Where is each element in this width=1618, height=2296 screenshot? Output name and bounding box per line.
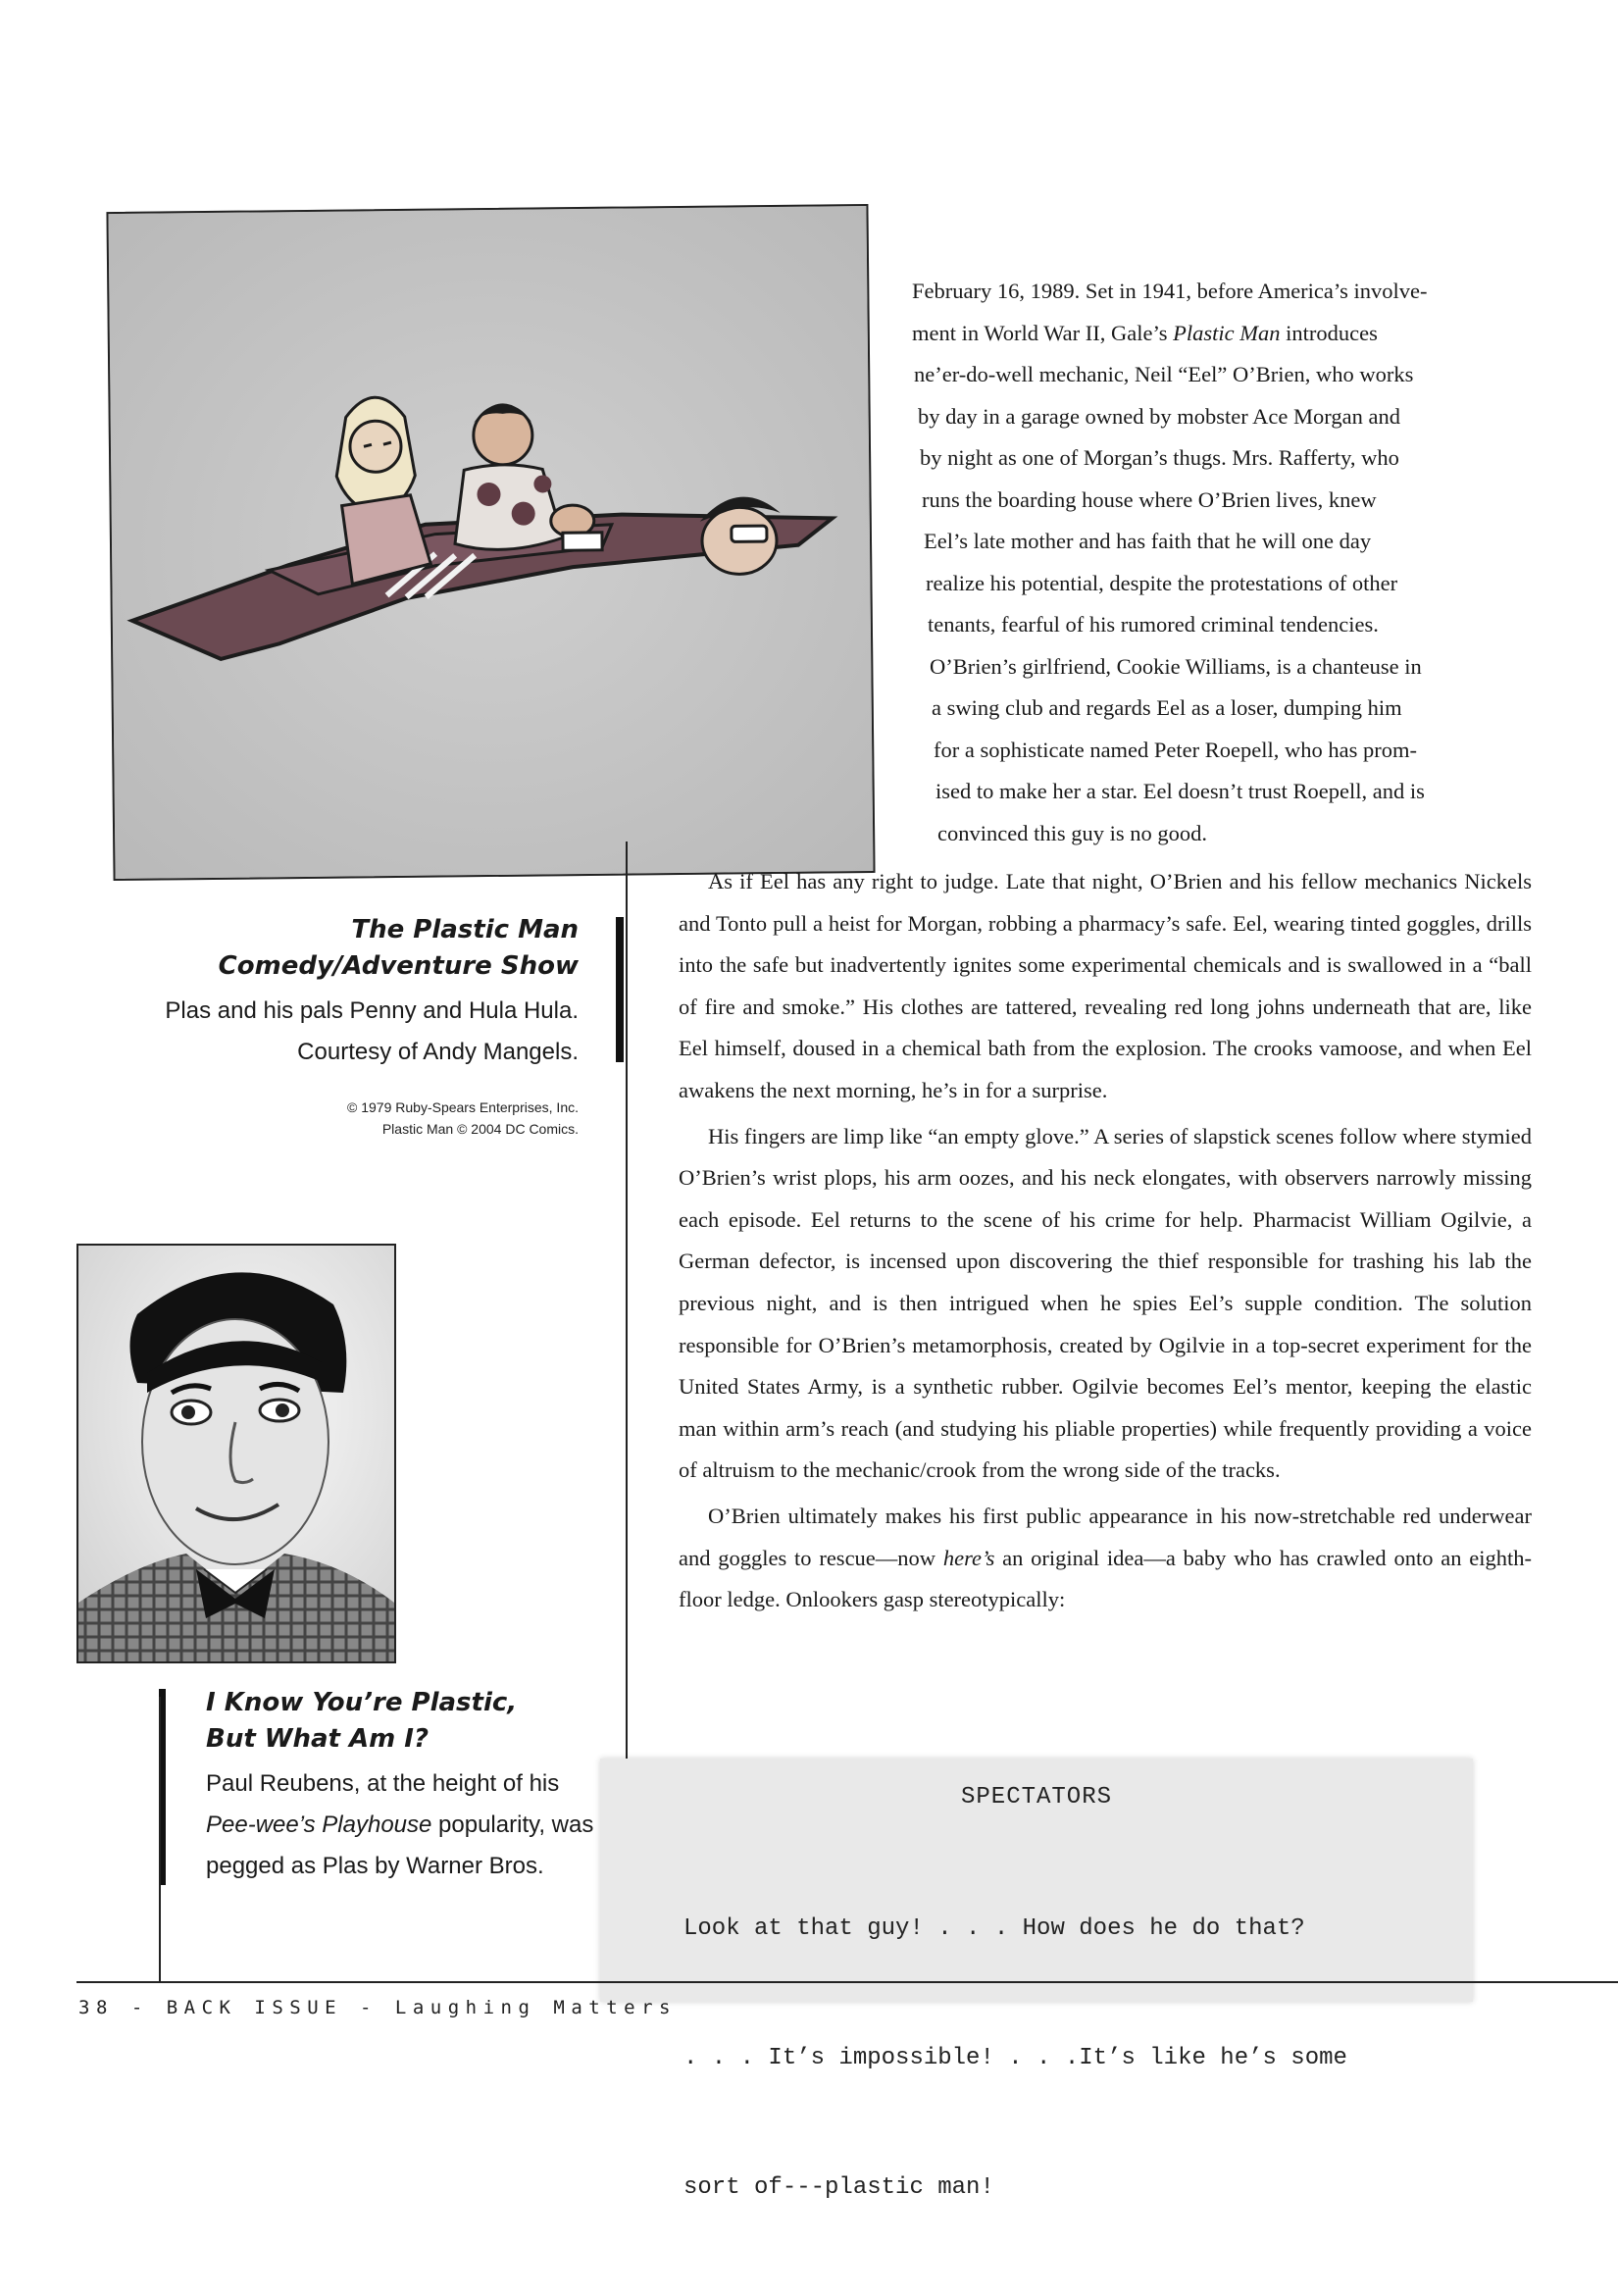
caption2-divider-rule xyxy=(159,1697,161,1981)
paul-reubens-photo xyxy=(76,1244,396,1663)
photo2-caption-body-line2 xyxy=(206,1805,618,1846)
playhouse-title: Pee-wee’s Playhouse xyxy=(206,1811,432,1838)
article-line: O’Brien’s girlfriend, Cookie Williams, is a chanteuse in xyxy=(930,653,1422,679)
caption-accent-bar xyxy=(616,917,624,1062)
article-line: by day in a garage owned by mobster Ace Morgan and xyxy=(918,403,1400,429)
article-paragraph: His fingers are limp like “an empty glove.” A series of slapstick scenes follow where stymied O’Brien’s wrist plops, his arm oozes, and his neck elongates, with observers narrowly missing each episode. Eel returns to the scene of his crime for help. Pharmacist William Ogilvie, a German defector, is incensed upon discovering the thief responsible for trashing his lab the previous night, and is then intrigued when he spies Eel’s supple condition. The solution responsible for O’Brien’s metamorphosis, created by Ogilvie in a top-secret experiment for the United States Army, is a synthetic rubber. Ogilvie becomes Eel’s mentor, keeping the elastic man within arm’s reach (and studying his pliable properties) while frequently providing a voice of altruism to the mechanic/crook from the wrong side of the tracks. xyxy=(679,1123,1532,1483)
script-lines xyxy=(683,1821,1468,2296)
script-speaker: SPECTATORS xyxy=(960,1784,1113,1811)
plastic-man-title: Plastic Man xyxy=(1173,320,1281,345)
photo1-caption-body xyxy=(118,991,579,1073)
para4-end: an original idea—a baby who has crawled onto an eighth-floor ledge. Onlookers gasp stereotypically: xyxy=(679,1545,1532,1612)
photo2-caption-body-line3: pegged as Plas by Warner Bros. xyxy=(206,1853,544,1879)
script-excerpt xyxy=(600,1759,1473,2201)
article-line: runs the boarding house where O’Brien lives, knew xyxy=(922,486,1377,512)
photo1-copyright-credit xyxy=(235,1097,579,1140)
photo2-caption-body-line2-rest: popularity, was xyxy=(431,1811,594,1838)
para4-start: O’Brien ultimately makes his first public appearance in his now-stretchable red underwear and goggles to rescue—now xyxy=(679,1503,1532,1570)
article-line: realize his potential, despite the protestations of other xyxy=(926,570,1398,595)
footer-rule xyxy=(76,1981,1618,1983)
article-line: Eel’s late mother and has faith that he will one day xyxy=(924,529,1372,553)
cartoon-still-photo xyxy=(106,204,875,881)
photo2-caption-title xyxy=(206,1685,618,1758)
article-line2-end: introduces xyxy=(1280,320,1378,345)
article-line: tenants, fearful of his rumored criminal tendencies. xyxy=(928,612,1379,637)
article-line: ne’er-do-well mechanic, Neil “Eel” O’Brien, who works xyxy=(914,362,1414,386)
photo1-caption xyxy=(118,912,579,1073)
page-number: 38 xyxy=(78,1997,114,2018)
article-line: ised to make her a star. Eel doesn’t trust Roepell, and is xyxy=(935,779,1425,803)
article-paragraph xyxy=(679,1496,1532,1621)
article-line2-start: ment in World War II, Gale’s xyxy=(912,320,1174,345)
photo2-caption-body-line1: Paul Reubens, at the height of his xyxy=(206,1770,560,1797)
photo1-caption-title xyxy=(118,912,579,985)
article-line: convinced this guy is no good. xyxy=(937,820,1207,845)
article-top-column xyxy=(912,271,1540,854)
article-line: for a sophisticate named Peter Roepell, who has prom- xyxy=(934,737,1417,762)
photo2-caption-title-line1: I Know You’re Plastic, xyxy=(206,1688,518,1717)
article-line xyxy=(912,313,1540,355)
photo1-caption-title-line2: Comedy/Adventure Show xyxy=(218,951,579,981)
script-line3: sort of---plastic man! xyxy=(683,2174,994,2201)
photo1-caption-body-line2: Courtesy of Andy Mangels. xyxy=(297,1039,579,1065)
article-main-column xyxy=(679,861,1532,1625)
photo1-caption-title-line1: The Plastic Man xyxy=(351,915,579,944)
article-line: February 16, 1989. Set in 1941, before America’s involve- xyxy=(912,279,1428,303)
plastic-man-cartoon-illustration xyxy=(108,206,873,879)
photo2-caption-body xyxy=(206,1763,618,1887)
photo2-caption-title-line2: But What Am I? xyxy=(206,1724,430,1754)
photo1-caption-body-line1: Plas and his pals Penny and Hula Hula. xyxy=(165,997,579,1024)
credit-line1: © 1979 Ruby-Spears Enterprises, Inc. xyxy=(347,1099,579,1115)
page-footer xyxy=(78,1997,677,2018)
article-paragraph: As if Eel has any right to judge. Late that night, O’Brien and his fellow mechanics Nickels and Tonto pull a heist for Morgan, robbing a pharmacy’s safe. Eel, wearing tinted goggles, drills into the safe but inadvertently ignites some experimental chemicals and is swallowed in a “ball of fire and smoke.” His clothes are tattered, revealing red long johns underneath that are, like Eel himself, doused in a chemical bath from the explosion. The crooks vamoose, and when Eel awakens the next morning, he’s in for a surprise. xyxy=(679,869,1532,1102)
photo2-caption xyxy=(206,1685,618,1887)
article-line: a swing club and regards Eel as a loser, dumping him xyxy=(932,695,1402,720)
script-line2: . . . It’s impossible! . . .It’s like he’s some xyxy=(683,2045,1347,2071)
credit-line2: Plastic Man © 2004 DC Comics. xyxy=(381,1121,579,1137)
article-line: by night as one of Morgan’s thugs. Mrs. Rafferty, who xyxy=(920,445,1399,470)
script-line1: Look at that guy! . . . How does he do that? xyxy=(683,1915,1305,1942)
para4-emphasis: here’s xyxy=(942,1545,995,1570)
footer-running-title: - BACK ISSUE - Laughing Matters xyxy=(130,1997,677,2018)
portrait-illustration xyxy=(78,1246,394,1661)
